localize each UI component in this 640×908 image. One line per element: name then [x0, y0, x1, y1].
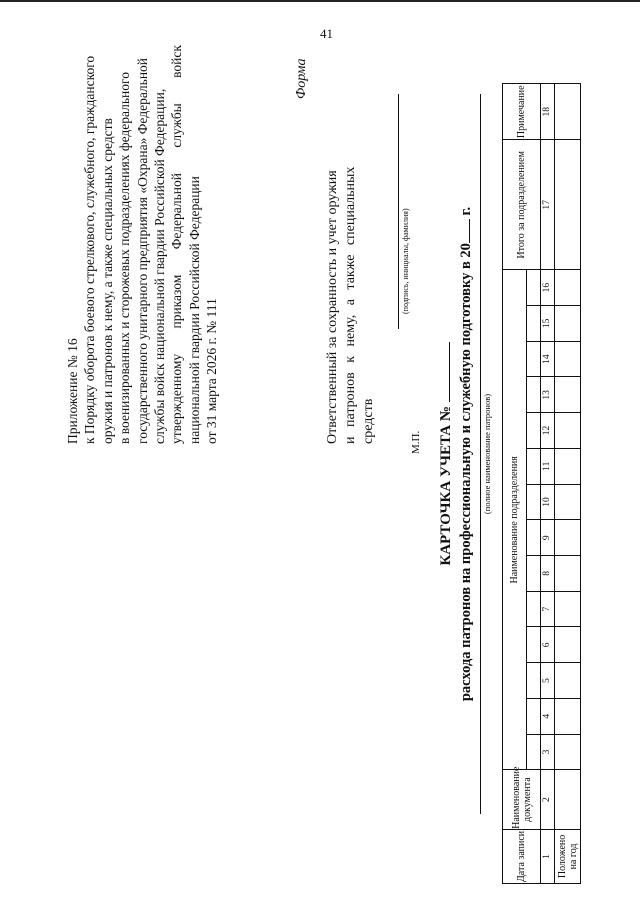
table-cell — [555, 84, 581, 140]
appendix-line: к Порядку оборота боевого стрелкового, служебного, гражданского — [82, 55, 98, 444]
table-cell — [555, 484, 581, 520]
appendix-line: национальной гвардии Российской Федерации — [186, 176, 202, 444]
table-cell — [555, 413, 581, 449]
table-cell — [555, 270, 581, 306]
header-unit-cell — [527, 591, 541, 627]
responsible-line: средств — [361, 398, 376, 444]
header-unit-cell — [527, 413, 541, 449]
column-number: 14 — [541, 341, 555, 377]
column-number: 9 — [541, 520, 555, 556]
header-unit-cell — [527, 663, 541, 699]
table-cell — [555, 341, 581, 377]
signature-line — [398, 94, 399, 329]
header-total: Итого за подразделением — [503, 140, 541, 270]
column-number: 1 — [541, 829, 555, 883]
column-number: 11 — [541, 448, 555, 484]
card-title-text: КАРТОЧКА УЧЕТА № — [438, 406, 454, 566]
top-border-line — [0, 0, 640, 2]
table-cell — [555, 627, 581, 663]
form-label: Форма — [294, 58, 309, 99]
rotated-document-sheet — [62, 24, 592, 884]
appendix-line: от 31 марта 2026 г. № 111 — [204, 298, 220, 444]
column-number: 2 — [541, 770, 555, 830]
column-number: 17 — [541, 140, 555, 270]
table-cell — [555, 377, 581, 413]
header-unit-cell — [527, 270, 541, 306]
responsible-line: Ответственный за сохранность и учет оружия — [325, 170, 340, 444]
stamp-placeholder-label: М.П. — [410, 430, 422, 454]
header-note: Примечание — [503, 84, 541, 140]
table-cell — [555, 448, 581, 484]
header-document-name: Наименование документа — [503, 770, 541, 830]
cartridge-name-caption: (полное наименование патронов) — [482, 393, 492, 515]
header-unit-cell — [527, 734, 541, 770]
column-number: 6 — [541, 627, 555, 663]
row-label-per-year: Положено на год — [555, 829, 581, 883]
header-unit-cell — [527, 520, 541, 556]
table-cell — [555, 556, 581, 592]
table-cell — [555, 734, 581, 770]
header-unit-cell — [527, 484, 541, 520]
card-subtitle — [458, 24, 475, 884]
column-number: 7 — [541, 591, 555, 627]
column-number: 4 — [541, 698, 555, 734]
header-unit-cell — [527, 556, 541, 592]
signature-caption: (подпись, инициалы, фамилия) — [401, 208, 410, 314]
appendix-line: утвержденному приказом Федеральной службы войск — [169, 45, 185, 444]
card-number-blank — [437, 342, 450, 402]
appendix-title: Приложение № 16 — [65, 338, 80, 444]
header-unit-cell — [527, 448, 541, 484]
appendix-line: в военизированных и сторожевых подразделениях федерального — [117, 72, 133, 444]
header-unit-cell — [527, 377, 541, 413]
responsible-line: и патронов к нему, а также специальных — [343, 166, 358, 444]
card-subtitle-text: расхода патронов на профессиональную и служебную подготовку в 20 — [458, 243, 474, 702]
table-cell — [555, 663, 581, 699]
year-blank — [458, 219, 470, 243]
table-spacer — [503, 24, 581, 84]
year-suffix: г. — [458, 206, 474, 216]
cartridge-name-line — [480, 94, 481, 814]
table-cell — [555, 306, 581, 342]
column-number: 8 — [541, 556, 555, 592]
header-unit-cell — [527, 627, 541, 663]
table-cell — [555, 591, 581, 627]
table-cell — [555, 520, 581, 556]
responsible-block — [324, 24, 378, 444]
table-cell — [555, 770, 581, 830]
appendix-line: оружия и патронов к нему, а также специальных средств — [99, 118, 115, 444]
appendix-line: службы войск национальной гвардии Российской Федерации, — [152, 88, 168, 444]
header-date: Дата записи — [503, 829, 541, 883]
card-title — [437, 24, 455, 884]
table-cell — [555, 140, 581, 270]
header-unit-cell — [527, 306, 541, 342]
appendix-block — [64, 24, 221, 444]
appendix-line: государственного унитарного предприятия «Охрана» Федеральной — [134, 57, 150, 444]
header-unit-name: Наименование подразделения — [503, 270, 527, 770]
table-cell — [555, 698, 581, 734]
page-number: 41 — [320, 26, 333, 41]
column-number: 5 — [541, 663, 555, 699]
accounting-table — [502, 24, 581, 884]
column-number: 13 — [541, 377, 555, 413]
column-number: 3 — [541, 734, 555, 770]
column-number: 16 — [541, 270, 555, 306]
header-unit-cell — [527, 698, 541, 734]
column-number: 15 — [541, 306, 555, 342]
column-number: 10 — [541, 484, 555, 520]
column-number: 18 — [541, 84, 555, 140]
column-number: 12 — [541, 413, 555, 449]
header-unit-cell — [527, 341, 541, 377]
